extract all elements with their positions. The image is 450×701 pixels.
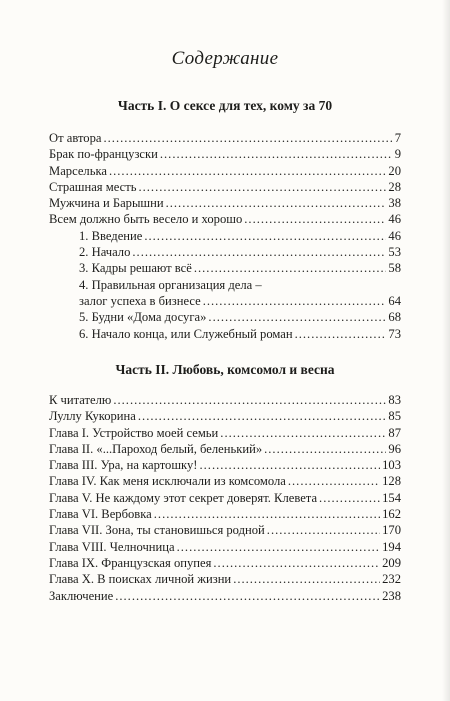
toc-subentry-line-2[interactable] — [49, 293, 401, 309]
leader-dots — [295, 326, 387, 342]
toc-entry[interactable] — [49, 408, 401, 424]
toc-entry-title: 6. Начало конца, или Служебный роман — [79, 326, 293, 341]
toc-subentry[interactable] — [49, 326, 401, 342]
toc-entry[interactable] — [49, 211, 401, 227]
leader-dots — [144, 228, 386, 244]
leader-dots — [160, 146, 393, 162]
toc-entry-page: 170 — [382, 523, 401, 538]
toc-entry-page: 20 — [388, 163, 401, 178]
leader-dots — [109, 163, 386, 179]
toc-entry-page: 28 — [388, 179, 401, 194]
toc-subentry[interactable] — [49, 244, 401, 260]
leader-dots — [154, 506, 380, 522]
leader-dots — [319, 490, 380, 506]
toc-entry-title: Страшная месть — [49, 179, 137, 194]
toc-entry-page: 238 — [382, 588, 401, 603]
toc-entry-page: 53 — [388, 245, 401, 260]
toc-entry-title: Глава II. «...Пароход белый, беленький» — [49, 441, 263, 456]
toc-entry-title: К читателю — [49, 393, 112, 407]
leader-dots — [166, 195, 387, 211]
toc-entry[interactable] — [49, 522, 401, 538]
toc-subentry[interactable] — [49, 309, 401, 325]
toc-entry-page: 85 — [388, 409, 401, 424]
toc-entry-page: 103 — [382, 458, 401, 473]
leader-dots — [208, 309, 386, 325]
toc-entry-page: 46 — [388, 212, 401, 227]
part-2-heading: Часть II. Любовь, комсомол и весна — [115, 362, 335, 377]
toc-part-2 — [49, 392, 401, 604]
toc-entry-page: 68 — [388, 310, 401, 325]
toc-entry-title: залог успеха в бизнесе — [79, 293, 201, 308]
toc-entry[interactable] — [49, 555, 401, 571]
toc-entry-title: Марселька — [49, 163, 107, 178]
leader-dots — [194, 260, 387, 276]
leader-dots — [132, 244, 386, 260]
toc-entry-title: Глава X. В поисках личной жизни — [49, 572, 232, 587]
toc-entry-page: 38 — [388, 196, 401, 211]
toc-entry[interactable] — [49, 473, 401, 489]
toc-entry-title: Глава IV. Как меня исключали из комсомола — [49, 474, 286, 489]
toc-entry-title: От автора — [49, 131, 102, 145]
toc-entry-page: 87 — [388, 425, 401, 440]
toc-entry[interactable] — [49, 146, 401, 162]
toc-entry[interactable] — [49, 490, 401, 506]
toc-subentry[interactable] — [49, 228, 401, 244]
toc-entry-page: 58 — [388, 261, 401, 276]
toc-entry[interactable] — [49, 457, 401, 473]
toc-entry[interactable] — [49, 392, 401, 408]
toc-entry-page: 73 — [388, 326, 401, 341]
toc-entry[interactable] — [49, 441, 401, 457]
toc-entry-page: 96 — [388, 441, 401, 456]
toc-entry-title: 4. Правильная организация дела – — [79, 277, 262, 292]
leader-dots — [200, 457, 381, 473]
toc-entry[interactable] — [49, 506, 401, 522]
toc-entry-title: Глава VIII. Челночница — [49, 539, 175, 554]
leader-dots — [203, 293, 387, 309]
page-title: Содержание — [171, 48, 279, 69]
part-1-heading: Часть I. О сексе для тех, кому за 70 — [117, 98, 333, 113]
leader-dots — [138, 179, 386, 195]
leader-dots — [264, 441, 386, 457]
toc-entry[interactable] — [49, 195, 401, 211]
toc-entry-title: 2. Начало — [79, 245, 131, 260]
toc-entry-title: Глава IX. Французская опупея — [49, 555, 212, 570]
toc-entry-page: 128 — [382, 474, 401, 489]
toc-entry-page: 209 — [382, 555, 401, 570]
leader-dots — [177, 539, 380, 555]
toc-entry-title: Луллу Кукорина — [49, 409, 136, 424]
toc-entry[interactable] — [49, 179, 401, 195]
toc-subentry-line-1[interactable] — [49, 277, 401, 293]
leader-dots — [213, 555, 380, 571]
leader-dots — [244, 211, 386, 227]
toc-entry-title: Глава VI. Вербовка — [49, 507, 152, 522]
toc-part-1 — [49, 130, 401, 342]
toc-entry-title: Глава VII. Зона, ты становишься родной — [49, 523, 265, 538]
toc-entry-title: Заключение — [49, 588, 114, 603]
leader-dots — [267, 522, 380, 538]
toc-entry-title: Брак по-французски — [49, 147, 158, 162]
leader-dots — [138, 408, 387, 424]
toc-entry[interactable] — [49, 130, 401, 146]
toc-entry[interactable] — [49, 571, 401, 587]
toc-entry[interactable] — [49, 425, 401, 441]
leader-dots — [104, 130, 393, 146]
toc-entry-page: 194 — [382, 539, 401, 554]
toc-entry[interactable] — [49, 539, 401, 555]
leader-dots — [115, 588, 380, 604]
toc-entry-title: Глава I. Устройство моей семьи — [49, 425, 219, 440]
toc-entry-title: Глава V. Не каждому этот секрет доверят. Клевета — [49, 490, 318, 505]
toc-subentry[interactable] — [49, 260, 401, 276]
toc-entry-page: 64 — [388, 293, 401, 308]
toc-entry[interactable] — [49, 163, 401, 179]
toc-entry-title: 5. Будни «Дома досуга» — [79, 310, 207, 325]
toc-entry-title: Всем должно быть весело и хорошо — [49, 212, 243, 227]
toc-entry-page: 232 — [382, 572, 401, 587]
leader-dots — [233, 571, 380, 587]
toc-entry-title: Мужчина и Барышни — [49, 196, 164, 211]
toc-entry-page: 9 — [394, 147, 401, 162]
leader-dots — [220, 425, 386, 441]
toc-entry-title: 1. Введение — [79, 228, 143, 243]
toc-entry-page: 162 — [382, 507, 401, 522]
toc-entry-page: 46 — [388, 228, 401, 243]
toc-entry-page: 83 — [388, 393, 401, 407]
toc-entry-page: 7 — [394, 131, 401, 145]
toc-entry-title: 3. Кадры решают всё — [79, 261, 192, 276]
toc-entry-page: 154 — [382, 490, 401, 505]
leader-dots — [288, 473, 380, 489]
toc-entry-title: Глава III. Ура, на картошку! — [49, 458, 198, 473]
toc-entry[interactable] — [49, 588, 401, 604]
leader-dots — [113, 392, 386, 408]
